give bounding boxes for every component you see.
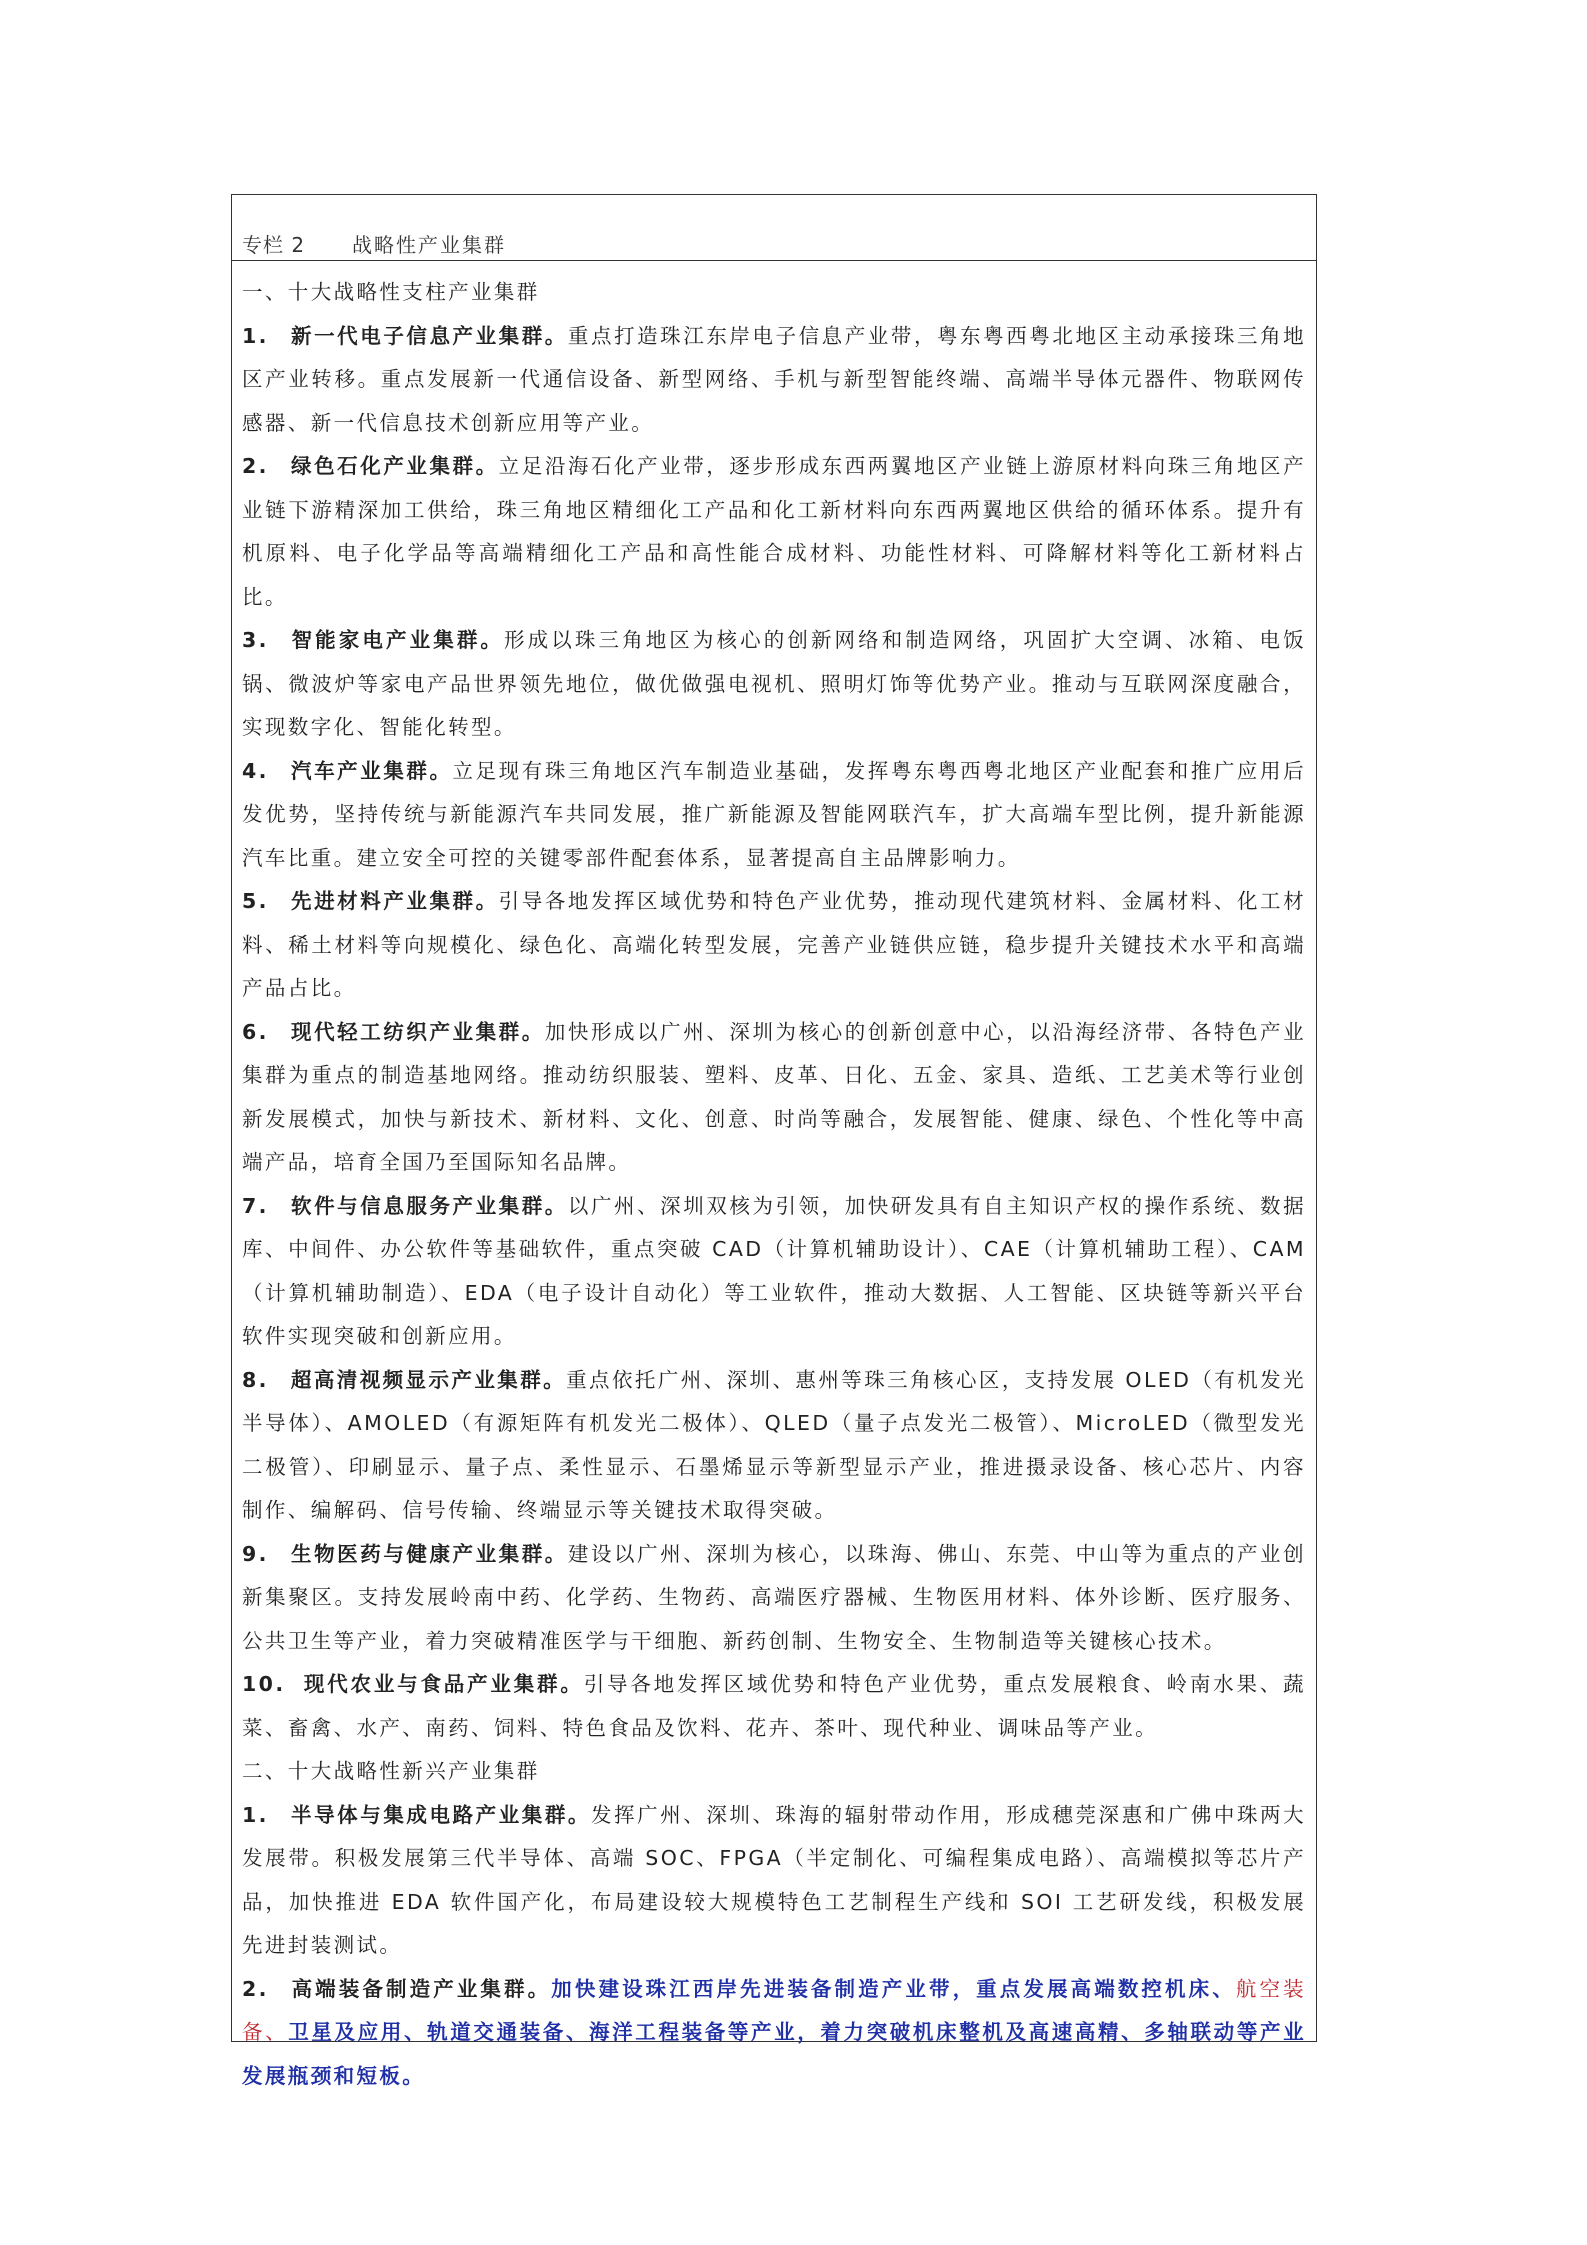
column-header — [232, 195, 1316, 261]
column-number: 专栏 2 — [242, 233, 306, 257]
item-lead: 半导体与集成电路产业集群。 — [290, 1802, 591, 1827]
item-body-red-highlight: 航空装备、 — [242, 1976, 1306, 2044]
item-number: 10. — [242, 1672, 286, 1696]
item-lead: 新一代电子信息产业集群。 — [290, 323, 568, 348]
item-number: 2. — [242, 1976, 269, 2001]
item-number: 7. — [242, 1193, 269, 1218]
list-item — [242, 445, 1306, 619]
item-body-highlight: 加快建设珠江西岸先进装备制造产业带，重点发展高端数控机床、 — [551, 1976, 1236, 2001]
section-heading: 二、十大战略性新兴产业集群 — [242, 1759, 540, 1783]
item-body: 引导各地发挥区域优势和特色产业优势，重点发展粮食、岭南水果、蔬菜、畜禽、水产、南药、饲料、特色食品及饮料、花卉、茶叶、现代种业、调味品等产业。 — [242, 1672, 1306, 1740]
section-heading: 一、十大战略性支柱产业集群 — [242, 280, 540, 304]
item-body: 形成以珠三角地区为核心的创新网络和制造网络，巩固扩大空调、冰箱、电饭锅、微波炉等家电产品世界领先地位，做优做强电视机、照明灯饰等优势产业。推动与互联网深度融合，实现数字化、智能化转型。 — [242, 628, 1306, 739]
item-lead: 超高清视频显示产业集群。 — [290, 1367, 567, 1392]
item-number: 3. — [242, 628, 269, 652]
item-body: 以广州、深圳双核为引领，加快研发具有自主知识产权的操作系统、数据库、中间件、办公软件等基础软件，重点突破 CAD（计算机辅助设计）、CAE（计算机辅助工程）、CAM（计算机辅助制造）、EDA（电子设计自动化）等工业软件，推动大数据、人工智能、区块链等新兴平台软件实现突破和创新应用。 — [242, 1193, 1306, 1348]
column-box — [231, 194, 1317, 2088]
list-item — [242, 1663, 1306, 1750]
item-lead: 生物医药与健康产业集群。 — [290, 1541, 568, 1566]
item-number: 5. — [242, 889, 269, 913]
item-lead: 软件与信息服务产业集群。 — [290, 1193, 568, 1218]
item-number: 2. — [242, 454, 269, 478]
item-lead: 汽车产业集群。 — [290, 758, 453, 783]
list-item — [242, 1359, 1306, 1533]
item-number: 9. — [242, 1541, 269, 1566]
item-number: 1. — [242, 1802, 269, 1827]
item-body-highlight: 卫星及应用、轨道交通装备、海洋工程装备等产业，着力突破机床整机及高速高精、多轴联动等产业发展瓶颈和短板。 — [242, 2020, 1306, 2088]
list-item — [242, 1185, 1306, 1359]
item-body: 重点依托广州、深圳、惠州等珠三角核心区，支持发展 OLED（有机发光半导体）、AMOLED（有源矩阵有机发光二极体）、QLED（量子点发光二极管）、MicroLED（微型发光二极管）、印刷显示、量子点、柔性显示、石墨烯显示等新型显示产业，推进摄录设备、核心芯片、内容制作、编解码、信号传输、终端显示等关键技术取得突破。 — [242, 1367, 1306, 1522]
item-body: 立足现有珠三角地区汽车制造业基础，发挥粤东粤西粤北地区产业配套和推广应用后发优势，坚持传统与新能源汽车共同发展，推广新能源及智能网联汽车，扩大高端车型比例，提升新能源汽车比重。建立安全可控的关键零部件配套体系，显著提高自主品牌影响力。 — [242, 758, 1306, 870]
list-item — [242, 880, 1306, 1011]
item-number: 1. — [242, 323, 269, 348]
item-body: 引导各地发挥区域优势和特色产业优势，推动现代建筑材料、金属材料、化工材料、稀土材料等向规模化、绿色化、高端化转型发展，完善产业链供应链，稳步提升关键技术水平和高端产品占比。 — [242, 889, 1306, 1000]
item-lead: 现代农业与食品产业集群。 — [303, 1672, 584, 1696]
item-lead: 高端装备制造产业集群。 — [290, 1976, 552, 2001]
item-body: 立足沿海石化产业带，逐步形成东西两翼地区产业链上游原材料向珠三角地区产业链下游精深加工供给，珠三角地区精细化工产品和化工新材料向东西两翼地区供给的循环体系。提升有机原料、电子化学品等高端精细化工产品和高性能合成材料、功能性材料、可降解材料等化工新材料占比。 — [242, 454, 1306, 609]
list-item — [242, 1794, 1306, 1968]
item-lead: 智能家电产业集群。 — [290, 628, 505, 652]
item-lead: 绿色石化产业集群。 — [290, 454, 499, 478]
item-number: 4. — [242, 758, 269, 783]
item-lead: 先进材料产业集群。 — [290, 889, 499, 913]
item-number: 8. — [242, 1367, 269, 1392]
list-item — [242, 750, 1306, 881]
item-body: 重点打造珠江东岸电子信息产业带，粤东粤西粤北地区主动承接珠三角地区产业转移。重点发展新一代通信设备、新型网络、手机与新型智能终端、高端半导体元器件、物联网传感器、新一代信息技术创新应用等产业。 — [242, 323, 1306, 435]
item-body: 发挥广州、深圳、珠海的辐射带动作用，形成穗莞深惠和广佛中珠两大发展带。积极发展第三代半导体、高端 SOC、FPGA（半定制化、可编程集成电路）、高端模拟等芯片产品，加快推进 EDA 软件国产化，布局建设较大规模特色工艺制程生产线和 SOI 工艺研发线，积极发展先进封装测试。 — [242, 1802, 1307, 1957]
item-number: 6. — [242, 1019, 269, 1044]
item-lead: 现代轻工纺织产业集群。 — [290, 1019, 545, 1044]
item-body: 建设以广州、深圳为核心，以珠海、佛山、东莞、中山等为重点的产业创新集聚区。支持发展岭南中药、化学药、生物药、高端医疗器械、生物医用材料、体外诊断、医疗服务、公共卫生等产业，着力突破精准医学与干细胞、新药创制、生物安全、生物制造等关键核心技术。 — [242, 1541, 1306, 1653]
list-item — [242, 315, 1306, 446]
item-body: 加快形成以广州、深圳为核心的创新创意中心，以沿海经济带、各特色产业集群为重点的制造基地网络。推动纺织服装、塑料、皮革、日化、五金、家具、造纸、工艺美术等行业创新发展模式，加快与新技术、新材料、文化、创意、时尚等融合，发展智能、健康、绿色、个性化等中高端产品，培育全国乃至国际知名品牌。 — [242, 1019, 1307, 1174]
column-content — [232, 261, 1316, 2098]
list-item — [242, 1968, 1306, 2099]
list-item — [242, 1011, 1306, 1185]
list-item — [242, 619, 1306, 750]
column-title: 战略性产业集群 — [352, 233, 506, 257]
list-item — [242, 1533, 1306, 1664]
